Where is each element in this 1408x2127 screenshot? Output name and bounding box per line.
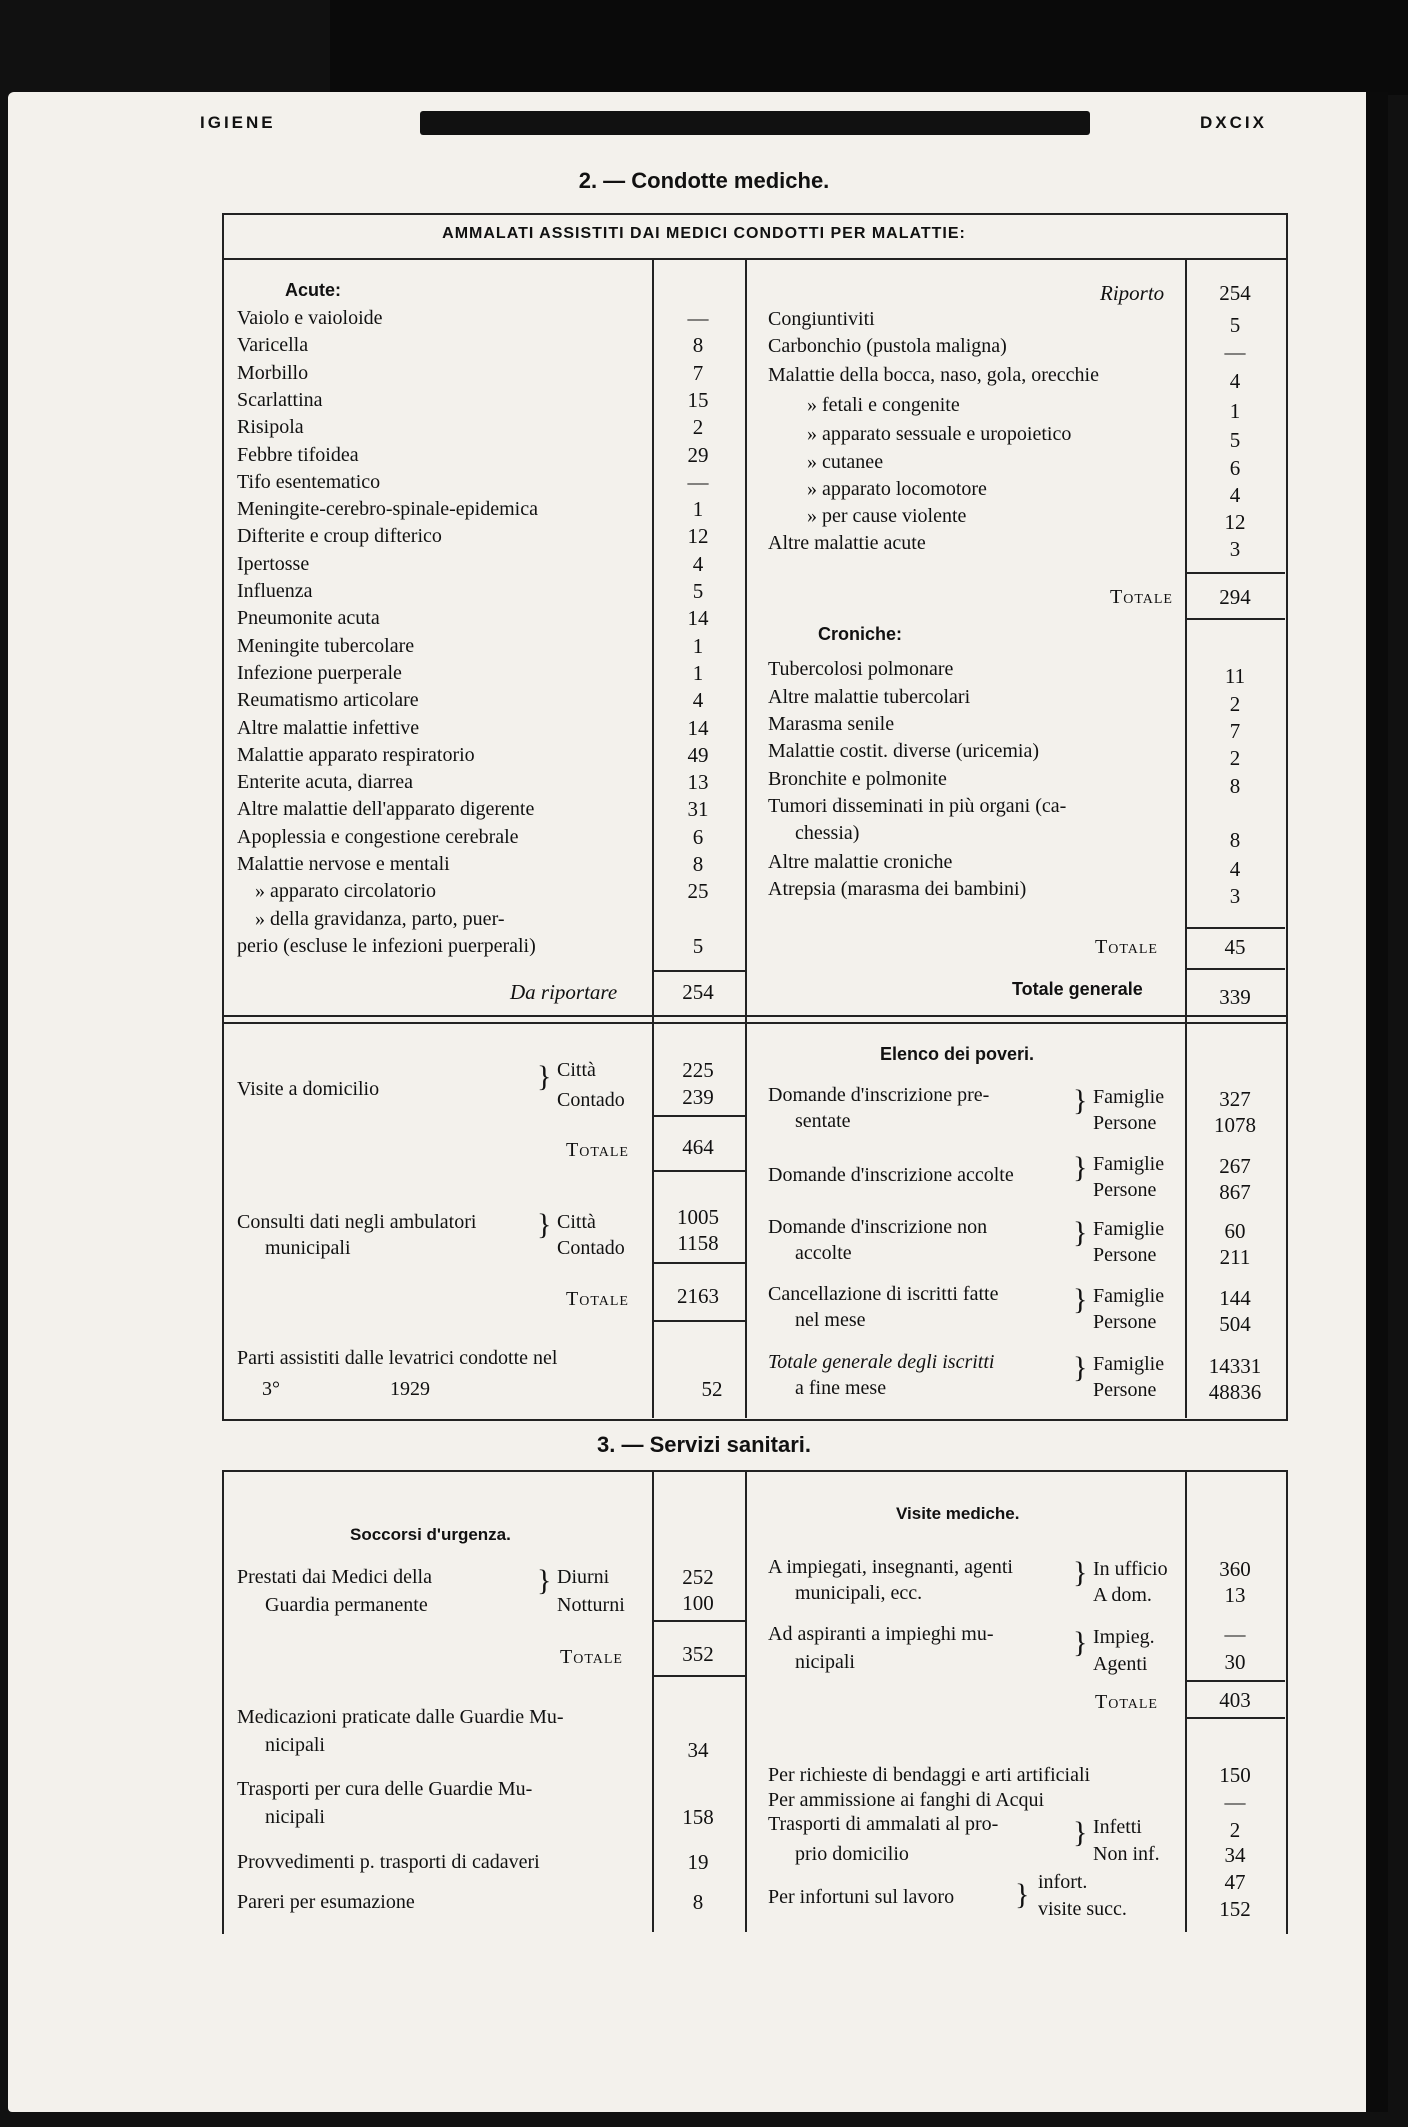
- totale-croniche-label: Totale: [1095, 936, 1158, 958]
- poveri-persone-value: 48836: [1208, 1380, 1262, 1404]
- acute-row-value: 7: [692, 361, 704, 385]
- acute-label: Acute:: [285, 280, 342, 300]
- acute-row-value: 31: [687, 797, 709, 821]
- acute-row-label: Morbillo: [237, 362, 309, 384]
- cronica-label: Tubercolosi polmonare: [768, 658, 954, 680]
- acute-right-value: 5: [1229, 313, 1241, 337]
- acute-row-label: » della gravidanza, parto, puer-: [255, 908, 505, 930]
- trasporti-ammalati-label-2: prio domicilio: [795, 1843, 909, 1865]
- poveri-label-1: Domande d'inscrizione non: [768, 1216, 988, 1238]
- visite-citta-label: Città: [557, 1059, 596, 1081]
- poveri-persone-value: 211: [1219, 1245, 1251, 1269]
- totale-generale-value: 339: [1219, 985, 1251, 1009]
- pareri-label: Pareri per esumazione: [237, 1891, 415, 1913]
- acute-right-value: 6: [1229, 456, 1241, 480]
- acute-row-label: Risipola: [237, 416, 304, 438]
- ufficio-label: In ufficio: [1093, 1558, 1168, 1580]
- acute-row-value: 5: [692, 934, 704, 958]
- brace: }: [1073, 1151, 1088, 1184]
- impiegati-label-2: municipali, ecc.: [795, 1582, 923, 1604]
- ufficio-value: 360: [1219, 1557, 1251, 1581]
- consulti-contado-value: 1158: [677, 1231, 719, 1255]
- acute-row-label: Scarlattina: [237, 389, 323, 411]
- impieg-label: Impieg.: [1093, 1626, 1155, 1648]
- consulti-citta-label: Città: [557, 1211, 596, 1233]
- consulti-citta-value: 1005: [677, 1205, 719, 1229]
- acute-row-value: 12: [687, 524, 709, 548]
- acute-row-value: 4: [692, 688, 704, 712]
- totale-acute-value: 294: [1219, 585, 1251, 609]
- scan-shadow-top: [330, 0, 1408, 95]
- acute-row-label: Difterite e croup difterico: [237, 525, 442, 547]
- parti-label-2a: 3°: [262, 1378, 280, 1400]
- domicilio-label: A dom.: [1093, 1584, 1152, 1606]
- succ-label: visite succ.: [1038, 1898, 1127, 1920]
- acute-right-label: » fetali e congenite: [807, 394, 960, 416]
- medicazioni-value: 34: [687, 1738, 709, 1762]
- croniche-label: Croniche:: [818, 624, 903, 644]
- brace: }: [1073, 1283, 1088, 1316]
- acute-row-label: Pneumonite acuta: [237, 607, 380, 629]
- acute-right-value: 4: [1229, 369, 1241, 393]
- cronica-value: 2: [1229, 746, 1241, 770]
- poveri-persone-value: 504: [1219, 1312, 1251, 1336]
- medicazioni-label-1: Medicazioni praticate dalle Guardie Mu-: [237, 1706, 564, 1728]
- brace: }: [1073, 1216, 1088, 1249]
- aspiranti-label-1: Ad aspiranti a impieghi mu-: [768, 1623, 994, 1645]
- acute-row-label: Malattie nervose e mentali: [237, 853, 450, 875]
- infetti-label: Infetti: [1093, 1816, 1142, 1838]
- acute-row-label: Meningite-cerebro-spinale-epidemica: [237, 498, 538, 520]
- acute-row-label: Altre malattie dell'apparato digerente: [237, 798, 535, 820]
- poveri-persone-label: Persone: [1093, 1379, 1157, 1401]
- acute-right-label: » cutanee: [807, 451, 884, 473]
- visite-mediche-totale-label: Totale: [1095, 1691, 1158, 1713]
- acute-row-value: 2: [692, 415, 704, 439]
- parti-value: 52: [701, 1377, 723, 1401]
- pareri-value: 8: [692, 1890, 704, 1914]
- visite-citta-value: 225: [682, 1058, 714, 1082]
- succ-value: 152: [1219, 1897, 1251, 1921]
- cronica-value: 11: [1224, 664, 1246, 688]
- acute-row-label: Infezione puerperale: [237, 662, 402, 684]
- diurni-label: Diurni: [557, 1566, 610, 1588]
- visite-totale-value: 464: [682, 1135, 714, 1159]
- acute-row-value: 6: [692, 825, 704, 849]
- acute-row-value: 1: [692, 634, 704, 658]
- poveri-famiglie-value: 327: [1219, 1087, 1251, 1111]
- infort-label: infort.: [1038, 1871, 1088, 1893]
- acute-row-label: Meningite tubercolare: [237, 635, 415, 657]
- acute-row-label: Reumatismo articolare: [237, 689, 419, 711]
- totale-acute-label: Totale: [1110, 586, 1173, 608]
- acute-right-value: 5: [1229, 428, 1241, 452]
- acute-row-value: 8: [692, 852, 704, 876]
- poveri-famiglie-value: 60: [1224, 1219, 1246, 1243]
- poveri-label-2: a fine mese: [795, 1377, 887, 1399]
- consulti-contado-label: Contado: [557, 1237, 625, 1259]
- cronica-label: chessia): [795, 822, 860, 844]
- visite-contado-value: 239: [682, 1085, 714, 1109]
- da-riportare-value: 254: [682, 980, 714, 1004]
- noninf-label: Non inf.: [1093, 1843, 1160, 1865]
- cronica-label: Marasma senile: [768, 713, 895, 735]
- prestati-label-2: Guardia permanente: [265, 1594, 428, 1616]
- brace: }: [1073, 1084, 1088, 1117]
- cronica-value: 8: [1229, 774, 1241, 798]
- acute-right-label: Altre malattie acute: [768, 532, 926, 554]
- acute-right-label: » apparato sessuale e uropoietico: [807, 423, 1072, 445]
- acute-row-value: 5: [692, 579, 704, 603]
- acute-row-value: 14: [687, 606, 709, 630]
- acute-right-label: Carbonchio (pustola maligna): [768, 335, 1007, 357]
- bendaggi-value: 150: [1219, 1763, 1251, 1787]
- acute-row-value: —: [687, 470, 709, 494]
- poveri-famiglie-label: Famiglie: [1093, 1285, 1165, 1307]
- poveri-persone-value: 867: [1219, 1180, 1251, 1204]
- acute-right-value: 3: [1229, 537, 1241, 561]
- infortuni-label: Per infortuni sul lavoro: [768, 1886, 955, 1908]
- acute-row-value: 49: [687, 743, 709, 767]
- acute-row-value: 1: [692, 661, 704, 685]
- consulti-totale-label: Totale: [566, 1288, 629, 1310]
- scan-edge: [1366, 92, 1388, 2112]
- acute-row-label: Apoplessia e congestione cerebrale: [237, 826, 519, 848]
- brace: }: [1073, 1351, 1088, 1384]
- section3-title: 3. — Servizi sanitari.: [597, 1432, 811, 1457]
- cronica-value: 7: [1229, 719, 1241, 743]
- poveri-label-1: Domande d'inscrizione accolte: [768, 1164, 1014, 1186]
- trasporti-ammalati-label-1: Trasporti di ammalati al pro-: [768, 1813, 999, 1835]
- header-rule: [420, 111, 1090, 135]
- acute-row-label: Influenza: [237, 580, 313, 602]
- poveri-title: Elenco dei poveri.: [880, 1044, 1035, 1064]
- soccorsi-title: Soccorsi d'urgenza.: [350, 1525, 511, 1544]
- visite-mediche-title: Visite mediche.: [896, 1504, 1020, 1523]
- poveri-persone-label: Persone: [1093, 1311, 1157, 1333]
- acute-row-value: 13: [687, 770, 709, 794]
- acute-row-label: Febbre tifoidea: [237, 444, 359, 466]
- provvedimenti-label: Provvedimenti p. trasporti di cadaveri: [237, 1851, 540, 1873]
- consulti-totale-value: 2163: [677, 1284, 719, 1308]
- cronica-label: Altre malattie tubercolari: [768, 686, 971, 708]
- poveri-famiglie-value: 267: [1219, 1154, 1251, 1178]
- acute-row-value: 4: [692, 552, 704, 576]
- poveri-famiglie-label: Famiglie: [1093, 1153, 1165, 1175]
- cronica-label: Tumori disseminati in più organi (ca-: [768, 795, 1067, 817]
- infetti-value: 2: [1229, 1818, 1241, 1842]
- acute-right-value: 12: [1224, 510, 1246, 534]
- acute-row-label: Malattie apparato respiratorio: [237, 744, 475, 766]
- impieg-value: —: [1224, 1622, 1246, 1646]
- acute-right-label: Congiuntiviti: [768, 308, 875, 330]
- acute-right-value: 1: [1229, 399, 1241, 423]
- running-head-left: IGIENE: [200, 113, 276, 132]
- visite-contado-label: Contado: [557, 1089, 625, 1111]
- da-riportare-label: Da riportare: [510, 980, 618, 1004]
- noninf-value: 34: [1224, 1843, 1246, 1867]
- cronica-value: 3: [1229, 884, 1241, 908]
- notturni-value: 100: [682, 1591, 714, 1615]
- prestati-label-1: Prestati dai Medici della: [237, 1566, 432, 1588]
- poveri-famiglie-value: 144: [1219, 1286, 1251, 1310]
- parti-label-1: Parti assistiti dalle levatrici condotte nel: [237, 1347, 558, 1369]
- poveri-label-1: Totale generale degli iscritti: [768, 1351, 995, 1373]
- bendaggi-label: Per richieste di bendaggi e arti artificiali: [768, 1764, 1091, 1786]
- acute-row-label: Vaiolo e vaioloide: [237, 307, 383, 329]
- trasporti-label-1: Trasporti per cura delle Guardie Mu-: [237, 1778, 533, 1800]
- acute-row-label: Ipertosse: [237, 553, 310, 575]
- soccorsi-totale-label: Totale: [560, 1646, 623, 1668]
- cronica-label: Atrepsia (marasma dei bambini): [768, 878, 1027, 900]
- visite-totale-label: Totale: [566, 1139, 629, 1161]
- riporto-value: 254: [1219, 281, 1251, 305]
- acute-right-label: Malattie della bocca, naso, gola, orecchie: [768, 364, 1099, 386]
- agenti-label: Agenti: [1093, 1653, 1148, 1675]
- acute-right-label: » per cause violente: [807, 505, 967, 527]
- diurni-value: 252: [682, 1565, 714, 1589]
- totale-croniche-value: 45: [1224, 935, 1246, 959]
- acute-row-value: —: [687, 306, 709, 330]
- poveri-famiglie-label: Famiglie: [1093, 1218, 1165, 1240]
- poveri-label-2: sentate: [795, 1110, 851, 1132]
- domicilio-value: 13: [1224, 1583, 1246, 1607]
- acute-row-value: 15: [687, 388, 709, 412]
- running-head-right: DXCIX: [1200, 113, 1267, 132]
- poveri-persone-value: 1078: [1214, 1113, 1256, 1137]
- poveri-label-2: accolte: [795, 1242, 852, 1264]
- consulti-label-2: municipali: [265, 1237, 351, 1259]
- acute-row-label: » apparato circolatorio: [255, 880, 437, 902]
- acute-right-value: —: [1224, 340, 1246, 364]
- poveri-famiglie-label: Famiglie: [1093, 1086, 1165, 1108]
- soccorsi-totale-value: 352: [682, 1642, 714, 1666]
- provvedimenti-value: 19: [687, 1850, 709, 1874]
- notturni-label: Notturni: [557, 1594, 625, 1616]
- acute-row-label: Altre malattie infettive: [237, 717, 420, 739]
- acute-row-value: 29: [687, 443, 709, 467]
- fanghi-label: Per ammissione ai fanghi di Acqui: [768, 1789, 1045, 1811]
- acute-right-label: » apparato locomotore: [807, 478, 987, 500]
- acute-row-value: 14: [687, 716, 709, 740]
- totale-generale-label: Totale generale: [1012, 979, 1143, 999]
- acute-row-label: Varicella: [237, 334, 309, 356]
- section2-header: AMMALATI ASSISTITI DAI MEDICI CONDOTTI PER MALATTIE:: [442, 225, 966, 242]
- acute-row-label: Enterite acuta, diarrea: [237, 771, 413, 793]
- impiegati-label-1: A impiegati, insegnanti, agenti: [768, 1556, 1013, 1578]
- riporto-label: Riporto: [1100, 281, 1165, 305]
- acute-row-label: perio (escluse le infezioni puerperali): [237, 935, 536, 957]
- acute-right-value: 4: [1229, 483, 1241, 507]
- visite-label: Visite a domicilio: [237, 1078, 380, 1100]
- fanghi-value: —: [1224, 1790, 1246, 1814]
- acute-row-value: 25: [687, 879, 709, 903]
- cronica-value: 8: [1229, 828, 1241, 852]
- poveri-label-2: nel mese: [795, 1309, 866, 1331]
- cronica-label: Altre malattie croniche: [768, 851, 953, 873]
- consulti-label-1: Consulti dati negli ambulatori: [237, 1211, 477, 1233]
- acute-row-value: 8: [692, 333, 704, 357]
- poveri-famiglie-value: 14331: [1208, 1354, 1262, 1378]
- trasporti-value: 158: [682, 1805, 714, 1829]
- poveri-persone-label: Persone: [1093, 1179, 1157, 1201]
- poveri-famiglie-label: Famiglie: [1093, 1353, 1165, 1375]
- trasporti-label-2: nicipali: [265, 1806, 325, 1828]
- cronica-label: Malattie costit. diverse (uricemia): [768, 740, 1040, 762]
- parti-label-2b: 1929: [390, 1378, 430, 1400]
- agenti-value: 30: [1224, 1650, 1246, 1674]
- section2-title: 2. — Condotte mediche.: [578, 168, 830, 193]
- poveri-persone-label: Persone: [1093, 1244, 1157, 1266]
- running-head: [0, 105, 1408, 145]
- cronica-value: 4: [1229, 857, 1241, 881]
- visite-mediche-totale-value: 403: [1219, 1688, 1251, 1712]
- cronica-label: Bronchite e polmonite: [768, 768, 947, 790]
- cronica-value: 2: [1229, 692, 1241, 716]
- poveri-persone-label: Persone: [1093, 1112, 1157, 1134]
- infort-value: 47: [1224, 1870, 1246, 1894]
- acute-row-label: Tifo esentematico: [237, 471, 381, 493]
- poveri-label-1: Cancellazione di iscritti fatte: [768, 1283, 999, 1305]
- medicazioni-label-2: nicipali: [265, 1734, 325, 1756]
- poveri-label-1: Domande d'inscrizione pre-: [768, 1084, 990, 1106]
- acute-row-value: 1: [692, 497, 704, 521]
- aspiranti-label-2: nicipali: [795, 1651, 855, 1673]
